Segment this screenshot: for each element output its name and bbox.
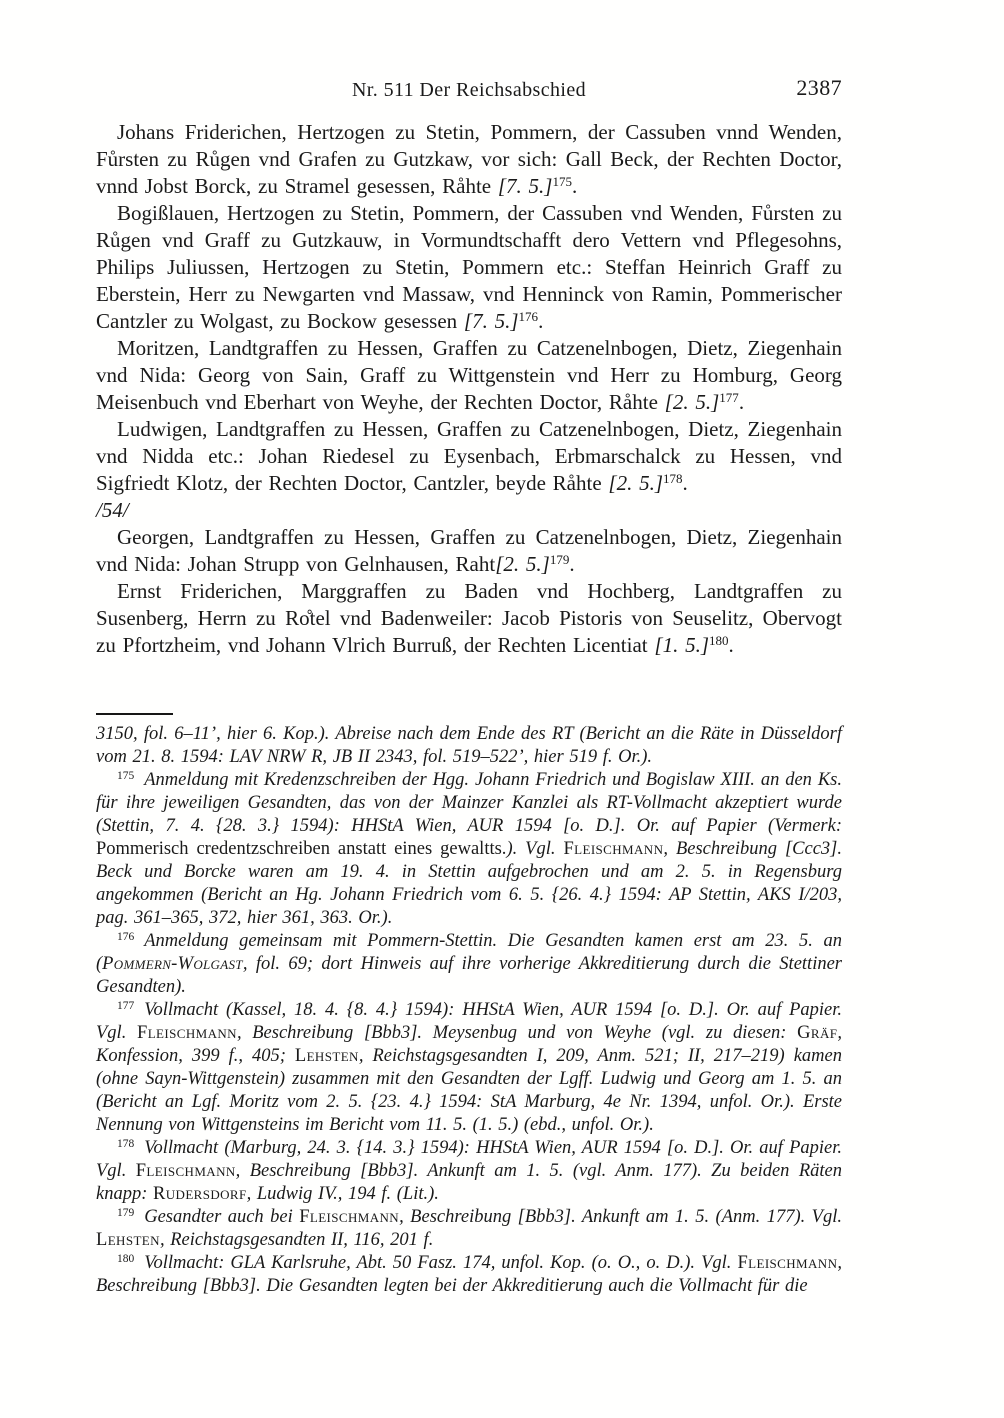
footnotes (96, 723, 842, 1298)
text-segment: , Beschreibung [Bbb3]. Meysenbug und von Weyhe (vgl. zu diesen: (236, 1023, 798, 1043)
text-segment: Pommerisch credentzschreiben anstatt eines gewaltts. (96, 839, 507, 859)
text-segment: , Beschreibung [Ccc3]. Beck und Borcke waren am 19. 4. in Stettin aufgebrochen und am 2. 5. in Regensburg angekommen (Bericht an Hg. Johann Friedrich vom 6. 5. {26. 4.} 1594: AP Stettin, AKS I/203, pag. 361–365, 372, hier 361, 363. Or.). (96, 839, 842, 928)
footnote-separator (96, 713, 173, 715)
body-paragraph (96, 119, 842, 200)
footnote-number: 175 (117, 769, 135, 782)
text-segment: Fleischmann (563, 839, 664, 859)
footnote-number: 176 (117, 930, 135, 943)
body-text (96, 119, 842, 703)
text-segment: [7. 5.] (463, 309, 519, 333)
footnote-reference: 179 (549, 551, 570, 567)
text-segment: /54/ (96, 498, 129, 522)
text-segment: [2. 5.] (664, 390, 720, 414)
body-paragraph (96, 497, 842, 524)
body-paragraph (96, 416, 842, 497)
text-segment: [1. 5.] (654, 633, 709, 657)
text-segment: . (738, 390, 745, 414)
footnote-reference: 178 (663, 470, 683, 486)
body-paragraph (96, 335, 842, 416)
text-segment: Johans Friderichen, Hertzogen zu Stetin, Pommern, der Cassuben vnnd Wenden, Fůrsten zu Růgen vnd Grafen zu Gutzkaw, vor sich: Gall Beck, der Rechten Doctor, vnnd Jobst Borck, zu Stramel gesessen, Råhte (96, 120, 842, 198)
text-segment: Rudersdorf (153, 1184, 247, 1204)
text-segment: Anmeldung mit Kredenzschreiben der Hgg. Johann Friedrich und Bogislaw XIII. an den Ks. für ihre jeweiligen Gesandten, das von der Mainzer Kanzlei als RT-Vollmacht akzeptiert wurde (Stettin, 7. 4. {28. 3.} 1594): HHStA Wien, AUR 1594 [o. D.]. Or. auf Papier (Vermerk: (96, 770, 842, 836)
text-segment: Vollmacht: GLA Karlsruhe, Abt. 50 Fasz. 174, unfol. Kop. (o. O., o. D.). Vgl. (144, 1253, 738, 1273)
footnote-number: 179 (117, 1206, 135, 1219)
footnote (96, 769, 842, 930)
text-segment: Vollmacht (Kassel, 18. 4. {8. 4.} 1594): HHStA Wien, AUR 1594 [o. D.]. Or. auf Papier. Vgl. (96, 1000, 842, 1043)
text-segment: . (538, 309, 544, 333)
text-segment: Lehsten (96, 1230, 160, 1250)
running-head (96, 75, 842, 102)
text-segment: . (572, 174, 578, 198)
text-segment: ). Vgl. (506, 839, 564, 859)
text-segment: . (569, 552, 575, 576)
text-segment: , Reichstagsgesandten II, 116, 201 f. (159, 1230, 434, 1250)
footnote (96, 999, 842, 1137)
text-segment: , Beschreibung [Bbb3]. Ankunft am 1. 5. (Anm. 177). Vgl. (399, 1207, 842, 1227)
footnote (96, 930, 842, 999)
text-segment: Ernst Friderichen, Marggraffen zu Baden vnd Hochberg, Landtgraffen zu Susenberg, Herrn zu Ro̊tel vnd Badenweiler: Jacob Pistoris von Seuselitz, Obervogt zu Pfortzheim, vnd Johann Vlrich Burruß, der Rechten Licentiat (96, 579, 842, 657)
text-segment: Ludwigen, Landtgraffen zu Hessen, Graffen zu Catzenelnbogen, Dietz, Ziegenhain vnd Nidda etc.: Johan Riedesel zu Eysenbach, Erbmarschalck zu Hessen, vnd Sigfriedt Klotz, der Rechten Doctor, Cantzler, beyde Råhte (96, 417, 842, 495)
text-segment: Vollmacht (Marburg, 24. 3. {14. 3.} 1594): HHStA Wien, AUR 1594 [o. D.]. Or. auf Papier. Vgl. (96, 1138, 842, 1181)
footnote (96, 723, 842, 769)
text-segment: , Reichstagsgesandten I, 209, Anm. 521; II, 217–219) kamen (ohne Sayn-Wittgenstein) zusammen mit den Gesandten der Lgff. Ludwig und Georg am 1. 5. an (Bericht an Lgf. Moritz vom 2. 5. {23. 4.} 1594: StA Marburg, 4e Nr. 1394, unfol. Or.). Erste Nennung von Wittgensteins im Bericht vom 11. 5. (1. 5.) (ebd., unfol. Or.). (96, 1046, 842, 1135)
text-segment: [2. 5.] (608, 471, 664, 495)
footnote-reference: 177 (719, 389, 739, 405)
body-paragraph (96, 524, 842, 578)
body-paragraph (96, 578, 842, 659)
text-segment: Fleischmann (135, 1161, 236, 1181)
text-segment: Fleischmann (137, 1023, 237, 1043)
text-segment: Gräf (797, 1023, 838, 1043)
text-segment: . (728, 633, 734, 657)
text-segment: . (682, 471, 688, 495)
page-number: 2387 (796, 75, 842, 100)
text-segment: , Ludwig IV., 194 f. (Lit.). (246, 1184, 439, 1204)
footnote (96, 1137, 842, 1206)
text-segment: Moritzen, Landtgraffen zu Hessen, Graffen zu Catzenelnbogen, Dietz, Ziegenhain vnd Nida: Georg von Sain, Graff zu Wittgenstein vnd Herr zu Homburg, Georg Meisenbuch vnd Eberhart von Weyhe, der Rechten Doctor, Råhte (96, 336, 842, 414)
text-segment: 3150, fol. 6–11’, hier 6. Kop.). Abreise nach dem Ende des RT (Bericht an die Räte in Düsseldorf vom 21. 8. 1594: LAV NRW R, JB II 2343, fol. 519–522’, hier 519 f. Or.). (96, 724, 842, 767)
footnote-reference: 180 (709, 632, 729, 648)
text-segment: , Beschreibung [Bbb3]. Ankunft am 1. 5. (vgl. Anm. 177). Zu beiden Räten knapp: (96, 1161, 842, 1204)
text-segment: Fleischmann (299, 1207, 400, 1227)
footnote-number: 177 (117, 999, 135, 1012)
footnote-number: 180 (117, 1252, 135, 1265)
text-segment: , Beschreibung [Bbb3]. Die Gesandten legten bei der Akkreditierung auch die Vollmacht für die (96, 1253, 842, 1296)
text-segment: [7. 5.] (497, 174, 553, 198)
page-title: Nr. 511 Der Reichsabschied (351, 79, 587, 101)
text-segment: Anmeldung gemeinsam mit Pommern-Stettin. Die Gesandten kamen erst am 23. 5. an ( (96, 931, 842, 974)
text-segment: Gesandter auch bei (144, 1207, 300, 1227)
text-segment: , Konfession, 399 f., 405; (96, 1023, 842, 1066)
footnote-reference: 176 (518, 308, 539, 324)
text-segment: Pommern-Wolgast (102, 954, 243, 974)
footnote (96, 1252, 842, 1298)
text-segment: Georgen, Landtgraffen zu Hessen, Graffen zu Catzenelnbogen, Dietz, Ziegenhain vnd Nida: Johan Strupp von Gelnhausen, Raht (96, 525, 842, 576)
footnote-number: 178 (117, 1137, 135, 1150)
text-segment: Bogißlauen, Hertzogen zu Stetin, Pommern, der Cassuben vnd Wenden, Fůrsten zu Růgen vnd Graff zu Gutzkauw, in Vormundtschafft dero Vettern vnd Pflegesohns, Philips Juliussen, Hertzogen zu Stetin, Pommern etc.: Steffan Heinrich Graff zu Eberstein, Herr zu Newgarten vnd Massaw, vnd Henninck von Ramin, Pommerischer Cantzler zu Wolgast, zu Bockow gesessen (96, 201, 842, 333)
text-segment: [2. 5.] (495, 552, 550, 576)
text-segment: , fol. 69; dort Hinweis auf ihre vorherige Akkreditierung durch die Stettiner Gesandten). (96, 954, 842, 997)
footnote-reference: 175 (552, 173, 572, 189)
text-segment: Lehsten (294, 1046, 359, 1066)
footnote (96, 1206, 842, 1252)
body-paragraph (96, 200, 842, 335)
text-segment: Fleischmann (737, 1253, 838, 1273)
